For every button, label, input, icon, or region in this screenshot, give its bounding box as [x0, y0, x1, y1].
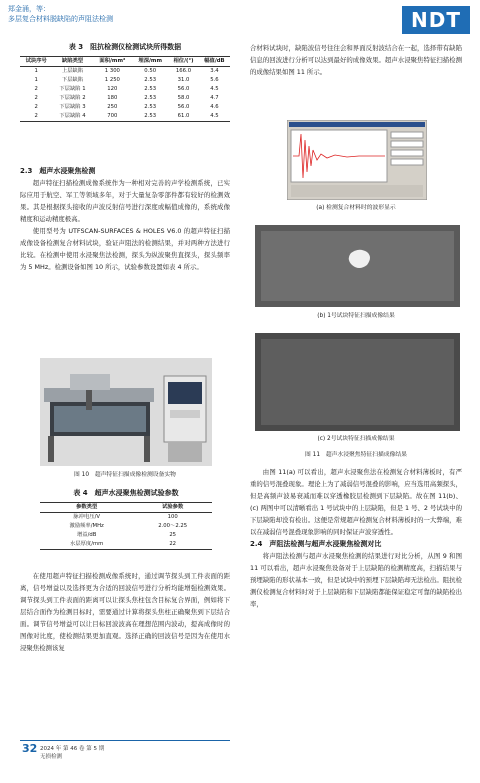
header-authors: 郑金涌，等：: [8, 5, 50, 13]
table-cell: 25: [169, 532, 177, 538]
right-body-text: [250, 466, 462, 610]
table-header-row: [20, 57, 230, 67]
table-row: [40, 513, 212, 523]
table-cell: 4.7: [210, 95, 219, 101]
running-header: [8, 4, 113, 24]
table-cell: 4.6: [210, 104, 219, 110]
table-header-cell: 幅值/dB: [204, 58, 225, 64]
scan-image-block-1: [255, 225, 460, 307]
figure-11-caption: 图 11 超声水浸聚焦特征扫描成像结果: [305, 452, 407, 458]
footer-info: [40, 745, 104, 761]
table-cell: 166.0: [175, 68, 192, 74]
table-cell: 1: [34, 77, 38, 83]
table-cell: 2: [34, 104, 38, 110]
page-number: 32: [22, 742, 38, 755]
footer-issue: 2024 年 第 46 卷 第 5 期: [40, 746, 105, 752]
figure-11a-caption: (a) 检测复合材料时的波形显示: [316, 205, 396, 211]
table-header-cell: 试块序号: [25, 58, 47, 64]
paragraph: 超声特征扫描检测成像系统作为一种相对完善的声学检测系统，已实际应用于航空、军工等领域多年，对于大量复杂零部件都有较好的检测效果。其是根据探头接收的声波反射信号进行深度或幅值成像的，系统成像精度和运动精度极高。: [20, 179, 230, 223]
table-row: [20, 103, 230, 112]
table-header-cell: 参数类型: [76, 504, 98, 510]
scan-image-block-2: [255, 333, 460, 431]
figure-11c-caption: (c) 2号试块特征扫描成像结果: [317, 436, 395, 442]
table-cell: 250: [107, 104, 118, 110]
table4: [40, 502, 212, 550]
table-cell: 56.0: [177, 104, 190, 110]
table-row: [40, 522, 212, 531]
table-cell: 2.53: [144, 95, 157, 101]
table-cell: 下层缺陷 2: [59, 95, 86, 101]
table-cell: 120: [107, 86, 118, 92]
figure-11b-caption: (b) 1号试块特征扫描成像结果: [317, 313, 395, 319]
table-cell: 2.53: [144, 113, 157, 119]
table-cell: 2: [34, 113, 38, 119]
table-row: [20, 112, 230, 122]
paragraph: 合材料试块时，缺陷波信号往往会和界面反射波结合在一起，选择带有缺陷信息的回波进行分析可以达到最好的成像效果。超声水浸聚焦特征扫描检测的成像结果如图 11 所示。: [250, 44, 462, 76]
table-row: [20, 94, 230, 103]
paragraph: 在使用超声特征扫描检测成像系统时，通过调节探头到工件表面的距离，信号增益以及选择更为合适的回波信号进行分析均能增强检测效果。调节探头到工件表面的距离可以让探头焦柱包含目标复合界面，例如将下层结合面作为检测目标时，需要通过计算将探头焦柱正确聚焦到下层结合面。调节信号增益可以让目标回波波高在理想范围内波动，提高成像时的图像对比度，使检测结果更加直观。选择正确的回波信号是因为在使用水浸聚焦检测该复: [20, 572, 230, 652]
section-heading: 2.4 声阻法检测与超声水浸聚焦检测对比: [250, 540, 382, 548]
table-cell: 61.0: [177, 113, 190, 119]
table-cell: 上层缺陷: [61, 68, 84, 74]
table-cell: 2.00～2.25: [158, 523, 188, 529]
table-cell: 31.0: [177, 77, 190, 83]
table-cell: 下层缺陷 1: [59, 86, 86, 92]
figure-11a-image: [287, 120, 427, 200]
paragraph: 由图 11(a) 可以看出，超声水浸聚焦法在检测复合材料薄板时，有严重的信号混叠现象。理论上为了减弱信号混叠的影响，应当选用高频探头，但是高频声波易衰减而难以穿透橡胶层检测到下层缺陷。故在图 11(b)、(c) 两图中可以清晰看出 1 号试块中的上层缺陷，但是 1 号、2 号试块中的下层缺陷却没有检出。这便是常规超声检测复合材料薄板时的一大弊端，难以在减弱信号混叠现象影响的同时保证声波穿透性。: [250, 468, 462, 536]
ultrasonic-equipment-illustration: [40, 358, 212, 466]
table-cell: 1 300: [104, 68, 120, 74]
table-cell: 水层厚度/mm: [70, 541, 104, 547]
table-cell: 2.53: [144, 77, 157, 83]
table-cell: 100: [167, 514, 178, 520]
table-header-cell: 相位/(°): [173, 58, 194, 64]
table-cell: 下层缺陷 4: [59, 113, 86, 119]
table4-title: 表 4 超声水浸聚焦检测试验参数: [73, 489, 179, 497]
table-cell: 4.5: [210, 113, 219, 119]
section-heading: 2.3 超声水浸聚焦检测: [20, 167, 96, 175]
table-cell: 2.53: [144, 86, 157, 92]
right-top-text: [250, 42, 462, 78]
table-row: [40, 531, 212, 540]
table-cell: 3.4: [210, 68, 219, 74]
table-cell: 4.5: [210, 86, 219, 92]
table-cell: 5.6: [210, 77, 219, 83]
table-cell: 1: [34, 68, 38, 74]
table-cell: 下层缺陷 3: [59, 104, 86, 110]
table-cell: 2: [34, 95, 38, 101]
header-title: 多层复合材料脱缺陷的声阻法检测: [8, 15, 113, 23]
footer-journal-name: 无损检测: [40, 754, 63, 760]
table3-title: 表 3 阻抗检测仪检测试块所得数据: [68, 43, 182, 51]
footer-rule: [20, 740, 230, 741]
table-cell: 增益/dB: [77, 532, 97, 538]
table-row: [20, 85, 230, 94]
section-2-3: [20, 165, 230, 273]
table-cell: 56.0: [177, 86, 190, 92]
table3-block: [20, 42, 230, 122]
figure-10-caption: 图 10 超声特征扫描成像检测设备实物: [74, 472, 176, 478]
table-header-row: [40, 503, 212, 513]
table-cell: 激励频率/MHz: [69, 523, 104, 529]
table-cell: 700: [107, 113, 118, 119]
table-cell: 2: [34, 86, 38, 92]
table-cell: 22: [169, 541, 177, 547]
table-header-cell: 面积/mm²: [99, 58, 126, 64]
table-cell: 58.0: [177, 95, 190, 101]
table-row: [20, 76, 230, 85]
table3: [20, 56, 230, 122]
journal-logo: NDT: [402, 6, 470, 34]
table-cell: 下层缺陷: [61, 77, 84, 83]
table-header-cell: 埋深/mm: [138, 58, 162, 64]
figure-11b-image: [255, 225, 460, 307]
figure-10-image: [40, 358, 212, 466]
table-cell: 0.50: [144, 68, 157, 74]
paragraph: 使用型号为 UTFSCAN-SURFACES & HOLES V6.0 的超声特征扫描成像设备检测复合材料试块，验证声阻法的检测结果，并对两种方法进行比较。在检测中使用水浸聚焦法检测，探头为纵波聚焦直探头，探头频率为 5 MHz。检测设备如图 10 所示，试验参数设置如表 4 所示。: [20, 227, 230, 271]
waveform-display-screenshot: [287, 120, 427, 200]
table-cell: 180: [107, 95, 118, 101]
table-cell: 脉冲电压/V: [73, 514, 100, 520]
table-row: [40, 540, 212, 550]
table-row: [20, 67, 230, 77]
table4-block: [40, 488, 212, 550]
table-header-cell: 缺陷类型: [61, 58, 84, 64]
left-bottom-text: [20, 570, 230, 654]
table-header-cell: 试验参数: [162, 504, 184, 510]
paragraph: 将声阻法检测与超声水浸聚焦检测的结果进行对比分析，从图 9 和图 11 可以看出，超声水浸聚焦设备对于上层缺陷的检测精度高，扫描结果与预埋缺陷的形状基本一致，但是试块中的预埋下层缺陷却无法检出。阻抗检测仪检测复合材料时对于上层缺陷和下层缺陷都能保证稳定可靠的缺陷检出率，: [250, 552, 462, 608]
table-cell: 2.53: [144, 104, 157, 110]
table-cell: 1 250: [104, 77, 120, 83]
figure-11c-image: [255, 333, 460, 431]
